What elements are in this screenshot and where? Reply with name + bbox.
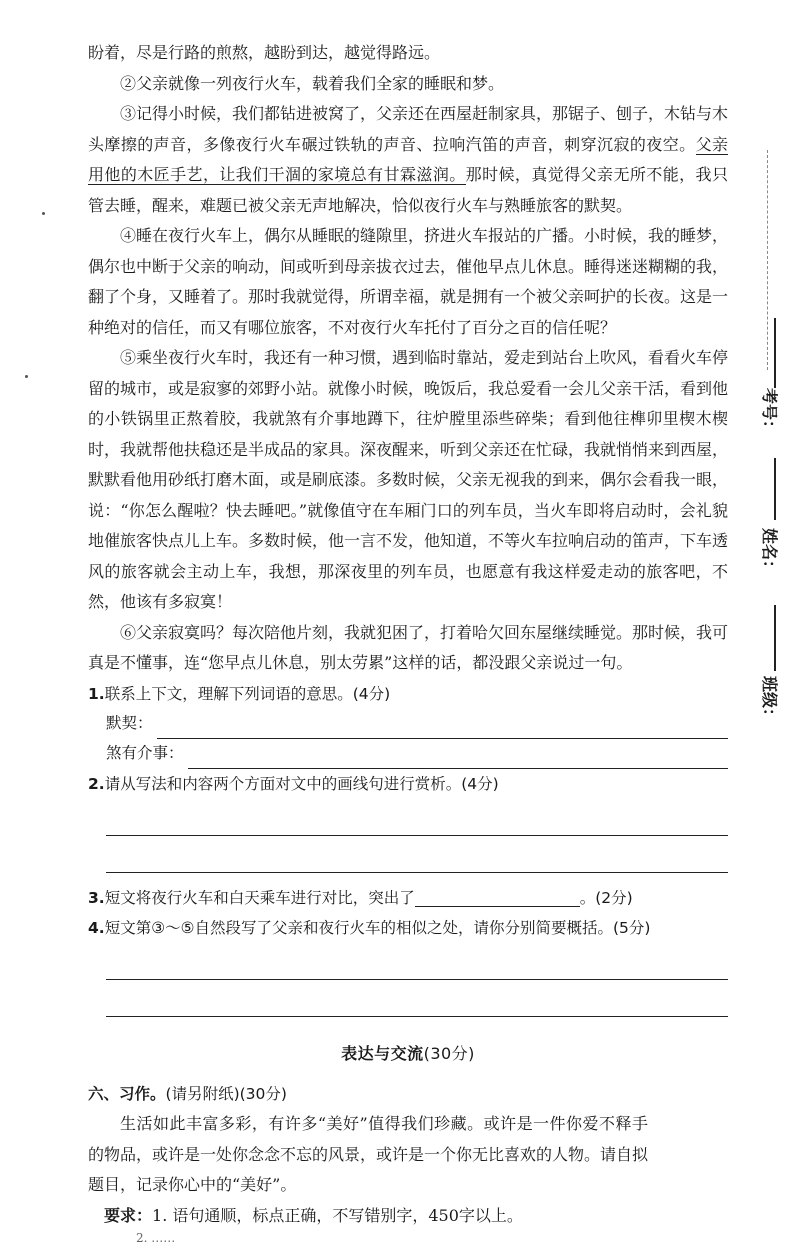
essay-prompt: 生活如此丰富多彩，有许多“美好”值得我们珍藏。或许是一件你爱不释手的物品，或许是一处你念念不忘的风景，或许是一个你无比喜欢的人物。请自拟题目，记录你心中的“美好”。 bbox=[88, 1114, 649, 1194]
passage-paragraph-5: ⑤乘坐夜行火车时，我还有一种习惯，遇到临时靠站，爱走到站台上吹风，看看火车停留的城市，或是寂寥的郊野小站。就像小时候，晚饭后，我总爱看一会儿父亲干活，看到他的小铁锅里正熬着胶，我就煞有介事地蹲下，往炉膛里添些碎柴；看到他往榫卯里楔木楔时，我就帮他扶稳还是半成品的家具。深夜醒来，听到父亲还在忙碌，我就悄悄来到西屋，默默看他用砂纸打磨木面，或是刷底漆。多数时候，父亲无视我的到来，偶尔会看我一眼，说：“你怎么醒啦？快去睡吧。”就像值守在车厢门口的列车员，当火车即将启动时，会礼貌地催旅客快点儿上车。多数时候，他一言不发，他知道，不等火车拉响启动的笛声，下车透风的旅客就会主动上车，我想，那深夜里的列车员，也愿意有我这样爱走动的旅客吧，不然，他该有多寂寞！ bbox=[88, 348, 729, 611]
question-2: 2.请从写法和内容两个方面对文中的画线句进行赏析。(4分) bbox=[88, 774, 499, 793]
question-4-answer-line-2[interactable] bbox=[106, 980, 728, 1017]
paragraph-3-text-b: 那时候，真觉得父亲无所不能，我只管去睡，醒来，难题已被父亲无声地解决，恰似夜行火车与熟睡旅客的默契。 bbox=[88, 165, 728, 215]
exam-number-line[interactable] bbox=[774, 318, 776, 388]
exam-number-label: 考号： bbox=[760, 388, 779, 437]
underlined-sentence: 父亲用他的木匠手艺，让我们干涸的家境总有甘霖滋润。 bbox=[88, 134, 728, 184]
scan-speck bbox=[25, 375, 28, 378]
question-4-answer-line-1[interactable] bbox=[106, 943, 728, 980]
class-line[interactable] bbox=[774, 605, 776, 671]
passage-paragraph-6: ⑥父亲寂寞吗？每次陪他片刻，我就犯困了，打着哈欠回东屋继续睡觉。那时候，我可真是不懂事，连“您早点儿休息，别太劳累”这样的话，都没跟父亲说过一句。 bbox=[88, 622, 729, 672]
question-3: 3.短文将夜行火车和白天乘车进行对比，突出了 。(2分) bbox=[88, 888, 633, 907]
essay-heading: 六、习作。(请另附纸)(30分) bbox=[88, 1085, 287, 1103]
passage-paragraph-2: ②父亲就像一列夜行火车，载着我们全家的睡眠和梦。 bbox=[120, 73, 505, 93]
question-1-word-2: 煞有介事： bbox=[106, 739, 728, 769]
answer-line-word-2[interactable] bbox=[188, 748, 728, 769]
class-label: 班级： bbox=[760, 676, 779, 725]
essay-requirement-1: 要求：1. 语句通顺，标点正确，不写错别字，450字以上。 bbox=[104, 1205, 523, 1225]
dashed-cut-line bbox=[767, 150, 768, 370]
question-4: 4.短文第③～⑤自然段写了父亲和夜行火车的相似之处，请你分别简要概括。(5分) bbox=[88, 918, 651, 937]
question-2-answer-line-1[interactable] bbox=[106, 799, 728, 836]
section-title: 表达与交流(30分) bbox=[341, 1043, 475, 1063]
passage-paragraph-4: ④睡在夜行火车上，偶尔从睡眠的缝隙里，挤进火车报站的广播。小时候，我的睡梦，偶尔也中断于父亲的响动，间或听到母亲拔衣过去，催他早点儿休息。睡得迷迷糊糊的我，翻了个身，又睡着了。那时我就觉得，所谓幸福，就是拥有一个被父亲呵护的长夜。这是一种绝对的信任，而又有哪位旅客，不对夜行火车托付了百分之百的信任呢？ bbox=[88, 226, 729, 337]
question-1-word-1: 默契： bbox=[106, 709, 728, 739]
passage-and-questions bbox=[88, 38, 728, 1245]
binding-margin bbox=[752, 0, 792, 1130]
name-line[interactable] bbox=[774, 458, 776, 520]
question-2-answer-line-2[interactable] bbox=[106, 836, 728, 873]
question-1: 1.联系上下文，理解下列词语的意思。(4分) bbox=[88, 684, 391, 703]
essay-requirement-2: 2. …… bbox=[136, 1230, 176, 1245]
passage-paragraph-3 bbox=[88, 99, 728, 221]
paragraph-3-text-a: ③记得小时候，我们都钻进被窝了，父亲还在西屋赶制家具，那锯子、刨子，木钻与木头摩擦的声音，多像夜行火车碾过铁轨的声音、拉响汽笛的声音，刺穿沉寂的夜空。 bbox=[88, 104, 729, 154]
answer-line-word-1[interactable] bbox=[157, 718, 728, 739]
name-label: 姓名： bbox=[760, 528, 779, 577]
passage-paragraph-1: 盼着，尽是行路的煎熬，越盼到达，越觉得路远。 bbox=[88, 43, 441, 62]
scan-speck bbox=[42, 212, 45, 215]
question-3-blank[interactable] bbox=[415, 888, 580, 907]
